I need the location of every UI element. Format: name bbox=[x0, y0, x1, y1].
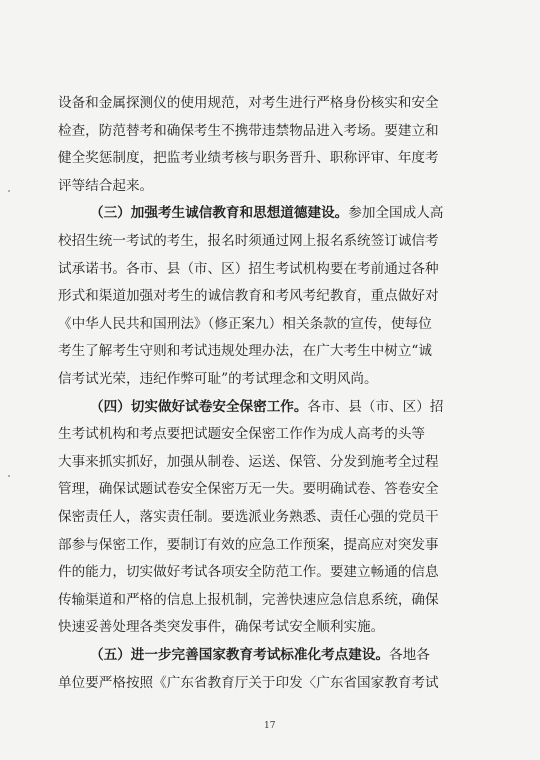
text-line: 件的能力，切实做好考试各项安全防范工作。要建立畅通的信息 bbox=[58, 564, 439, 581]
text-line: 保密责任人，落实责任制。要选派业务熟悉、责任心强的党员干 bbox=[58, 509, 439, 525]
text-line: 检查，防范替考和确保考生不携带违禁物品进入考场。要建立和 bbox=[58, 122, 439, 139]
text-line: 考生了解考生守则和考试违规处理办法，在广大考生中树立“诚 bbox=[58, 343, 432, 360]
section-text: 参加全国成人高 bbox=[348, 205, 444, 222]
section-heading: （四）切实做好试卷安全保密工作。 bbox=[90, 398, 308, 415]
text-line bbox=[90, 203, 443, 223]
text-line: 校招生统一考试的考生，报名时须通过网上报名系统签订诚信考 bbox=[58, 233, 439, 249]
text-line: 形式和渠道加强对考生的诚信教育和考风考纪教育，重点做好对 bbox=[58, 288, 439, 305]
text-line: 快速妥善处理各类突发事件，确保考试安全顺利实施。 bbox=[58, 619, 385, 636]
text-line: 部参与保密工作，要制订有效的应急工作预案，提高应对突发事 bbox=[58, 536, 439, 553]
text-line: 试承诺书。各市、县（市、区）招生考试机构要在考前通过各种 bbox=[58, 260, 439, 277]
section-heading: （五）进一步完善国家教育考试标准化考点建设。 bbox=[90, 647, 390, 663]
text-line: 大事来抓实抓好，加强从制卷、运送、保管、分发到施考全过程 bbox=[58, 453, 439, 470]
scan-mark bbox=[8, 475, 10, 477]
text-line: 生考试机构和考点要把试题安全保密工作作为成人高考的头等 bbox=[58, 426, 426, 443]
text-line: 管理，确保试题试卷安全保密万无一失。要明确试卷、答卷安全 bbox=[58, 481, 439, 498]
text-line: 单位要严格按照《广东省教育厅关于印发〈广东省国家教育考试 bbox=[58, 674, 439, 691]
section-text: 各地各 bbox=[389, 647, 430, 663]
page-number: 17 bbox=[264, 721, 276, 731]
text-line bbox=[90, 397, 443, 417]
text-line: 传输渠道和严格的信息上报机制，完善快速应急信息系统，确保 bbox=[58, 591, 439, 608]
text-line: 健全奖惩制度，把监考业绩考核与职务晋升、职称评审、年度考 bbox=[58, 150, 439, 167]
text-line: 《中华人民共和国刑法》（修正案九）相关条款的宣传，使每位 bbox=[58, 315, 432, 332]
section-heading: （三）加强考生诚信教育和思想道德建设。 bbox=[90, 205, 349, 222]
text-line: 信考试光荣，违纪作弊可耻”的考试理念和文明风尚。 bbox=[58, 371, 378, 387]
section-text: 各市、县（市、区）招 bbox=[307, 398, 444, 415]
text-line: 设备和金属探测仪的使用规范，对考生进行严格身份核实和安全 bbox=[58, 95, 439, 111]
text-line: 评等结合起来。 bbox=[58, 177, 154, 194]
scan-mark bbox=[8, 190, 10, 192]
text-line bbox=[90, 645, 430, 665]
